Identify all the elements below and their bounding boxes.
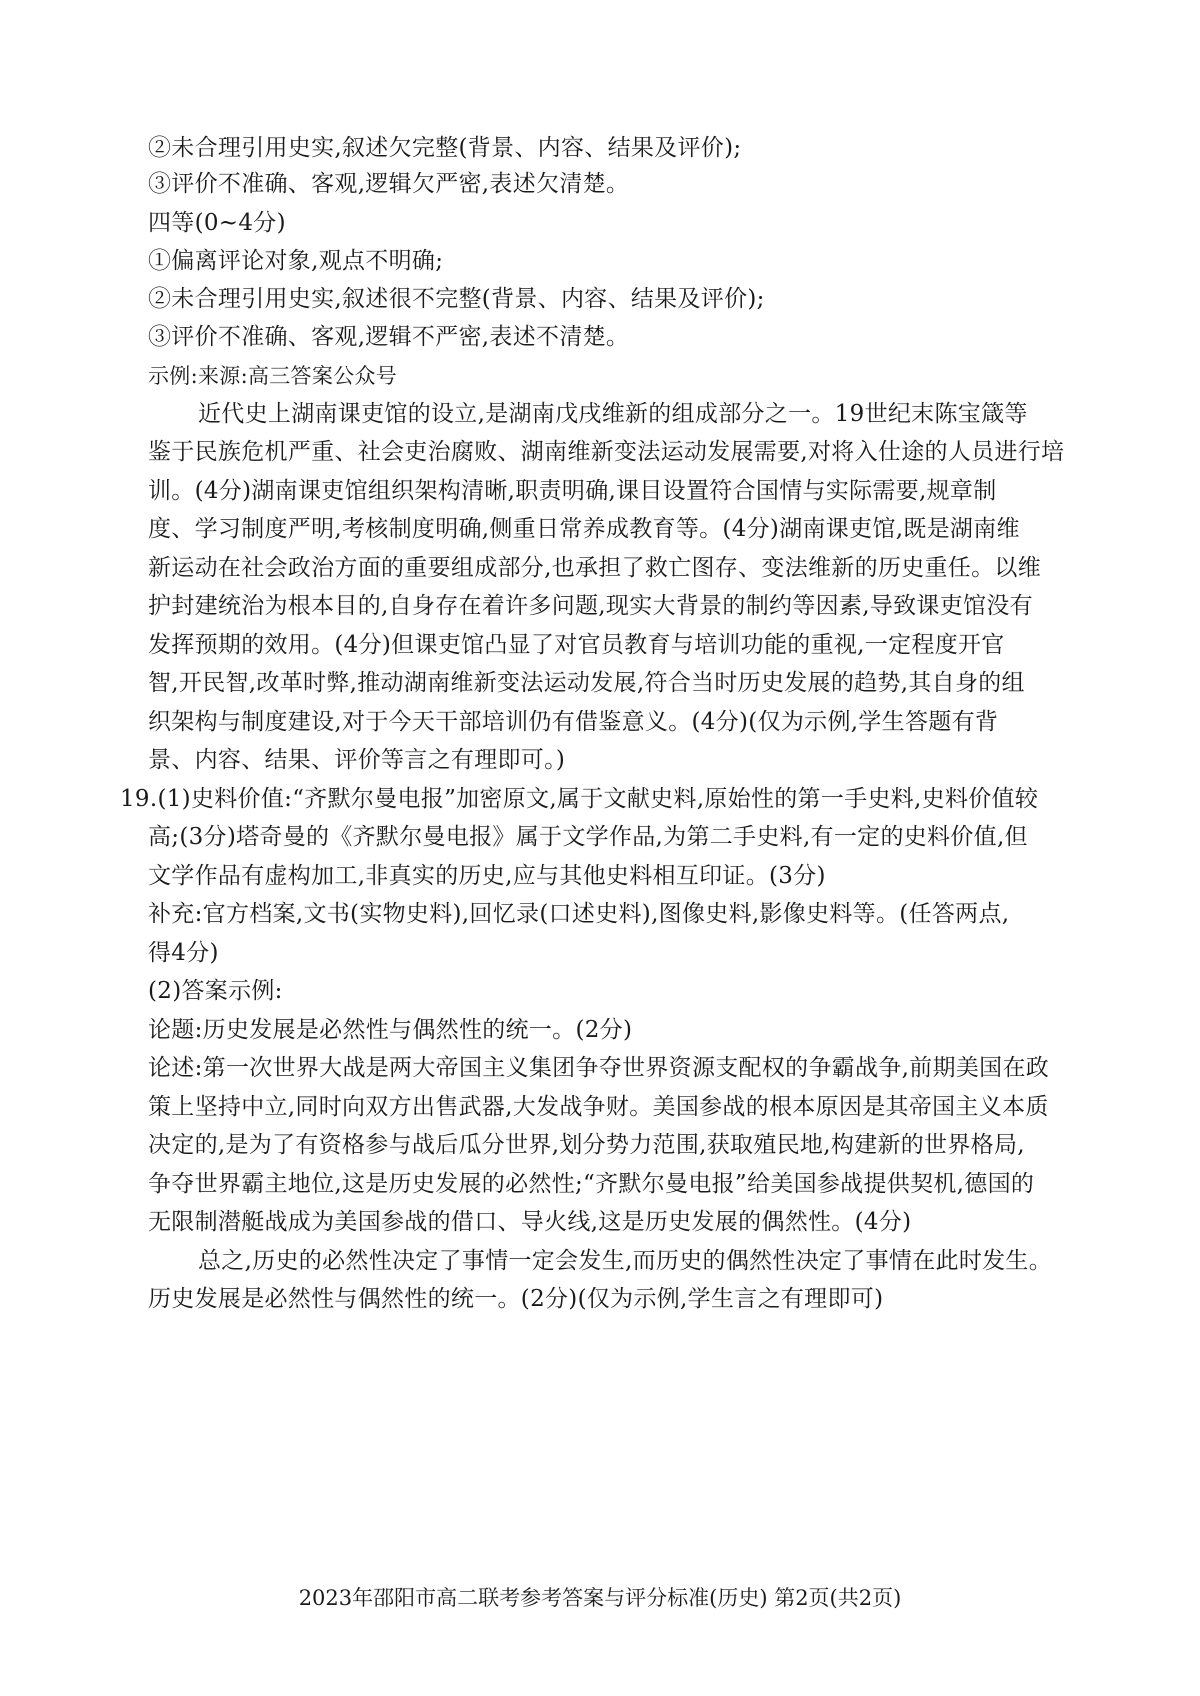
text-line: 无限制潜艇战成为美国参战的借口、导火线,这是历史发展的偶然性。(4分) (148, 1209, 912, 1235)
text-line: 文学作品有虚构加工,非真实的历史,应与其他史料相互印证。(3分) (148, 863, 826, 889)
text-line: 近代史上湖南课吏馆的设立,是湖南戊戌维新的组成部分之一。19世纪末陈宝箴等 (198, 401, 1028, 427)
text-line: 总之,历史的必然性决定了事情一定会发生,而历史的偶然性决定了事情在此时发生。 (198, 1248, 1053, 1274)
text-line: 四等(0~4分) (148, 210, 286, 236)
text-line: 历史发展是必然性与偶然性的统一。(2分)(仅为示例,学生言之有理即可) (148, 1286, 884, 1312)
text-line: 争夺世界霸主地位,这是历史发展的必然性;“齐默尔曼电报”给美国参战提供契机,德国的 (148, 1171, 1035, 1197)
text-line: 论题:历史发展是必然性与偶然性的统一。(2分) (148, 1017, 633, 1043)
example-source-line: 示例:来源:高三答案公众号 (148, 364, 398, 388)
text-line: 策上坚持中立,同时向双方出售武器,大发战争财。美国参战的根本原因是其帝国主义本质 (148, 1094, 1049, 1120)
text-line: 高;(3分)塔奇曼的《齐默尔曼电报》属于文学作品,为第二手史料,有一定的史料价值,但 (148, 824, 1028, 850)
text-line: 护封建统治为根本目的,自身存在着许多问题,现实大背景的制约等因素,导致课吏馆没有 (148, 593, 1033, 619)
page-footer: 2023年邵阳市高二联考参考答案与评分标准(历史) 第2页(共2页) (298, 1586, 902, 1610)
text-line: 鉴于民族危机严重、社会吏治腐败、湖南维新变法运动发展需要,对将入仕途的人员进行培 (148, 439, 1065, 465)
text-line: 决定的,是为了有资格参与战后瓜分世界,划分势力范围,获取殖民地,构建新的世界格局, (148, 1132, 1025, 1158)
text-line: ②未合理引用史实,叙述欠完整(背景、内容、结果及评价); (148, 135, 742, 161)
text-line: 得4分) (148, 940, 219, 966)
text-line: 训。(4分)湖南课吏馆组织架构清晰,职责明确,课目设置符合国情与实际需要,规章制 (148, 478, 997, 504)
text-line: (2)答案示例: (148, 978, 283, 1004)
text-line: 论述:第一次世界大战是两大帝国主义集团争夺世界资源支配权的争霸战争,前期美国在政 (148, 1055, 1050, 1081)
text-line: 景、内容、结果、评价等言之有理即可。) (148, 747, 566, 773)
text-line: ①偏离评论对象,观点不明确; (148, 248, 444, 274)
question-19-line: 19.(1)史料价值:“齐默尔曼电报”加密原文,属于文献史料,原始性的第一手史料,史料价值较 (120, 786, 1039, 812)
text-line: ③评价不准确、客观,逻辑欠严密,表述欠清楚。 (148, 171, 630, 197)
text-line: 补充:官方档案,文书(实物史料),回忆录(口述史料),图像史料,影像史料等。(任答两点, (148, 901, 1010, 927)
text-line: 度、学习制度严明,考核制度明确,侧重日常养成教育等。(4分)湖南课吏馆,既是湖南维 (148, 516, 1020, 542)
text-line: 新运动在社会政治方面的重要组成部分,也承担了救亡图存、变法维新的历史重任。以维 (148, 555, 1042, 581)
text-line: 织架构与制度建设,对于今天干部培训仍有借鉴意义。(4分)(仅为示例,学生答题有背 (148, 709, 999, 735)
text-line: ②未合理引用史实,叙述很不完整(背景、内容、结果及评价); (148, 286, 765, 312)
text-line: 智,开民智,改革时弊,推动湖南维新变法运动发展,符合当时历史发展的趋势,其自身的组 (148, 670, 1025, 696)
text-line: ③评价不准确、客观,逻辑不严密,表述不清楚。 (148, 324, 630, 350)
text-line: 发挥预期的效用。(4分)但课吏馆凸显了对官员教育与培训功能的重视,一定程度开官 (148, 632, 1005, 658)
